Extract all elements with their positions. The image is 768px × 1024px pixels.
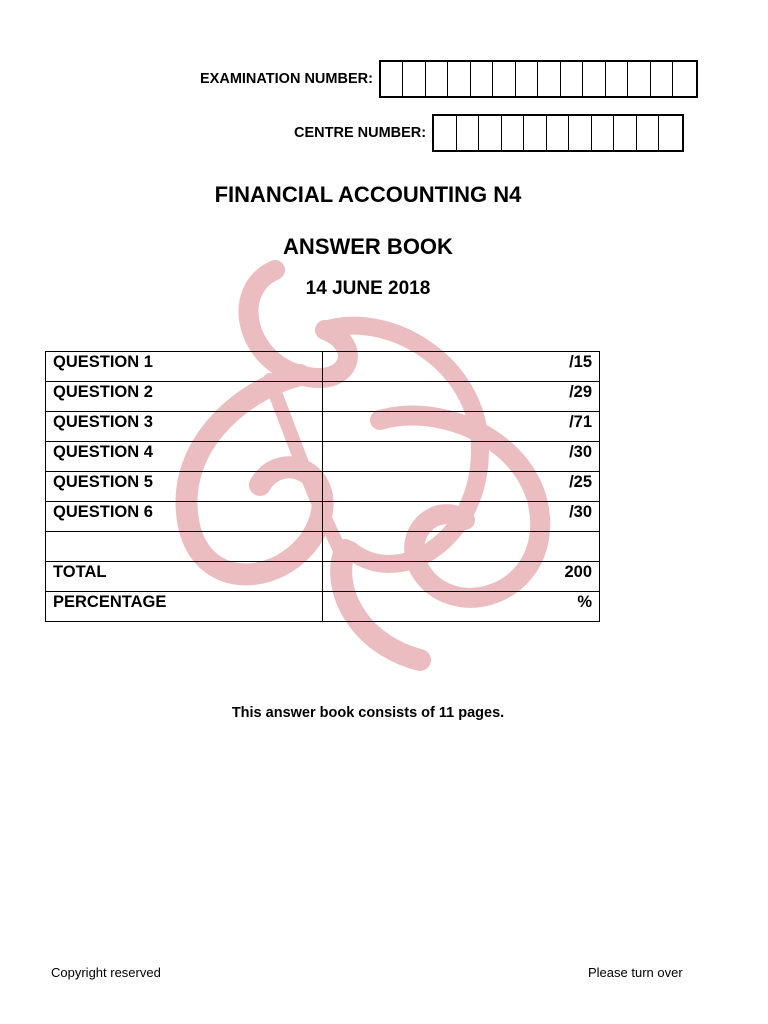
question-label: QUESTION 3 bbox=[46, 412, 323, 442]
table-row bbox=[46, 562, 600, 592]
turn-over-footer: Please turn over bbox=[588, 965, 683, 980]
pages-note: This answer book consists of 11 pages. bbox=[231, 705, 505, 721]
table-row bbox=[46, 382, 600, 412]
question-mark[interactable]: /71 bbox=[323, 412, 600, 442]
centre-number-row bbox=[294, 114, 684, 152]
answer-book-title: ANSWER BOOK bbox=[283, 234, 453, 259]
question-label: PERCENTAGE bbox=[46, 592, 323, 622]
question-label: QUESTION 4 bbox=[46, 442, 323, 472]
table-row bbox=[46, 412, 600, 442]
question-mark[interactable] bbox=[323, 532, 600, 562]
marks-table bbox=[45, 351, 600, 622]
table-row bbox=[46, 442, 600, 472]
question-label: TOTAL bbox=[46, 562, 323, 592]
exam-date: 14 JUNE 2018 bbox=[305, 278, 431, 299]
table-row bbox=[46, 592, 600, 622]
question-label: QUESTION 5 bbox=[46, 472, 323, 502]
question-mark[interactable]: 200 bbox=[323, 562, 600, 592]
centre-number-boxes[interactable] bbox=[432, 114, 684, 152]
question-mark[interactable]: % bbox=[323, 592, 600, 622]
table-row bbox=[46, 472, 600, 502]
question-mark[interactable]: /29 bbox=[323, 382, 600, 412]
question-mark[interactable]: /30 bbox=[323, 502, 600, 532]
question-label: QUESTION 2 bbox=[46, 382, 323, 412]
question-label: QUESTION 1 bbox=[46, 352, 323, 382]
subject-title: FINANCIAL ACCOUNTING N4 bbox=[214, 182, 522, 207]
examination-number-label: EXAMINATION NUMBER: bbox=[200, 71, 373, 87]
question-label bbox=[46, 532, 323, 562]
table-row bbox=[46, 532, 600, 562]
table-row bbox=[46, 352, 600, 382]
question-label: QUESTION 6 bbox=[46, 502, 323, 532]
examination-number-row bbox=[200, 60, 698, 98]
table-row bbox=[46, 502, 600, 532]
copyright-footer: Copyright reserved bbox=[51, 965, 161, 980]
examination-number-boxes[interactable] bbox=[379, 60, 698, 98]
centre-number-label: CENTRE NUMBER: bbox=[294, 125, 427, 141]
question-mark[interactable]: /30 bbox=[323, 442, 600, 472]
question-mark[interactable]: /25 bbox=[323, 472, 600, 502]
question-mark[interactable]: /15 bbox=[323, 352, 600, 382]
